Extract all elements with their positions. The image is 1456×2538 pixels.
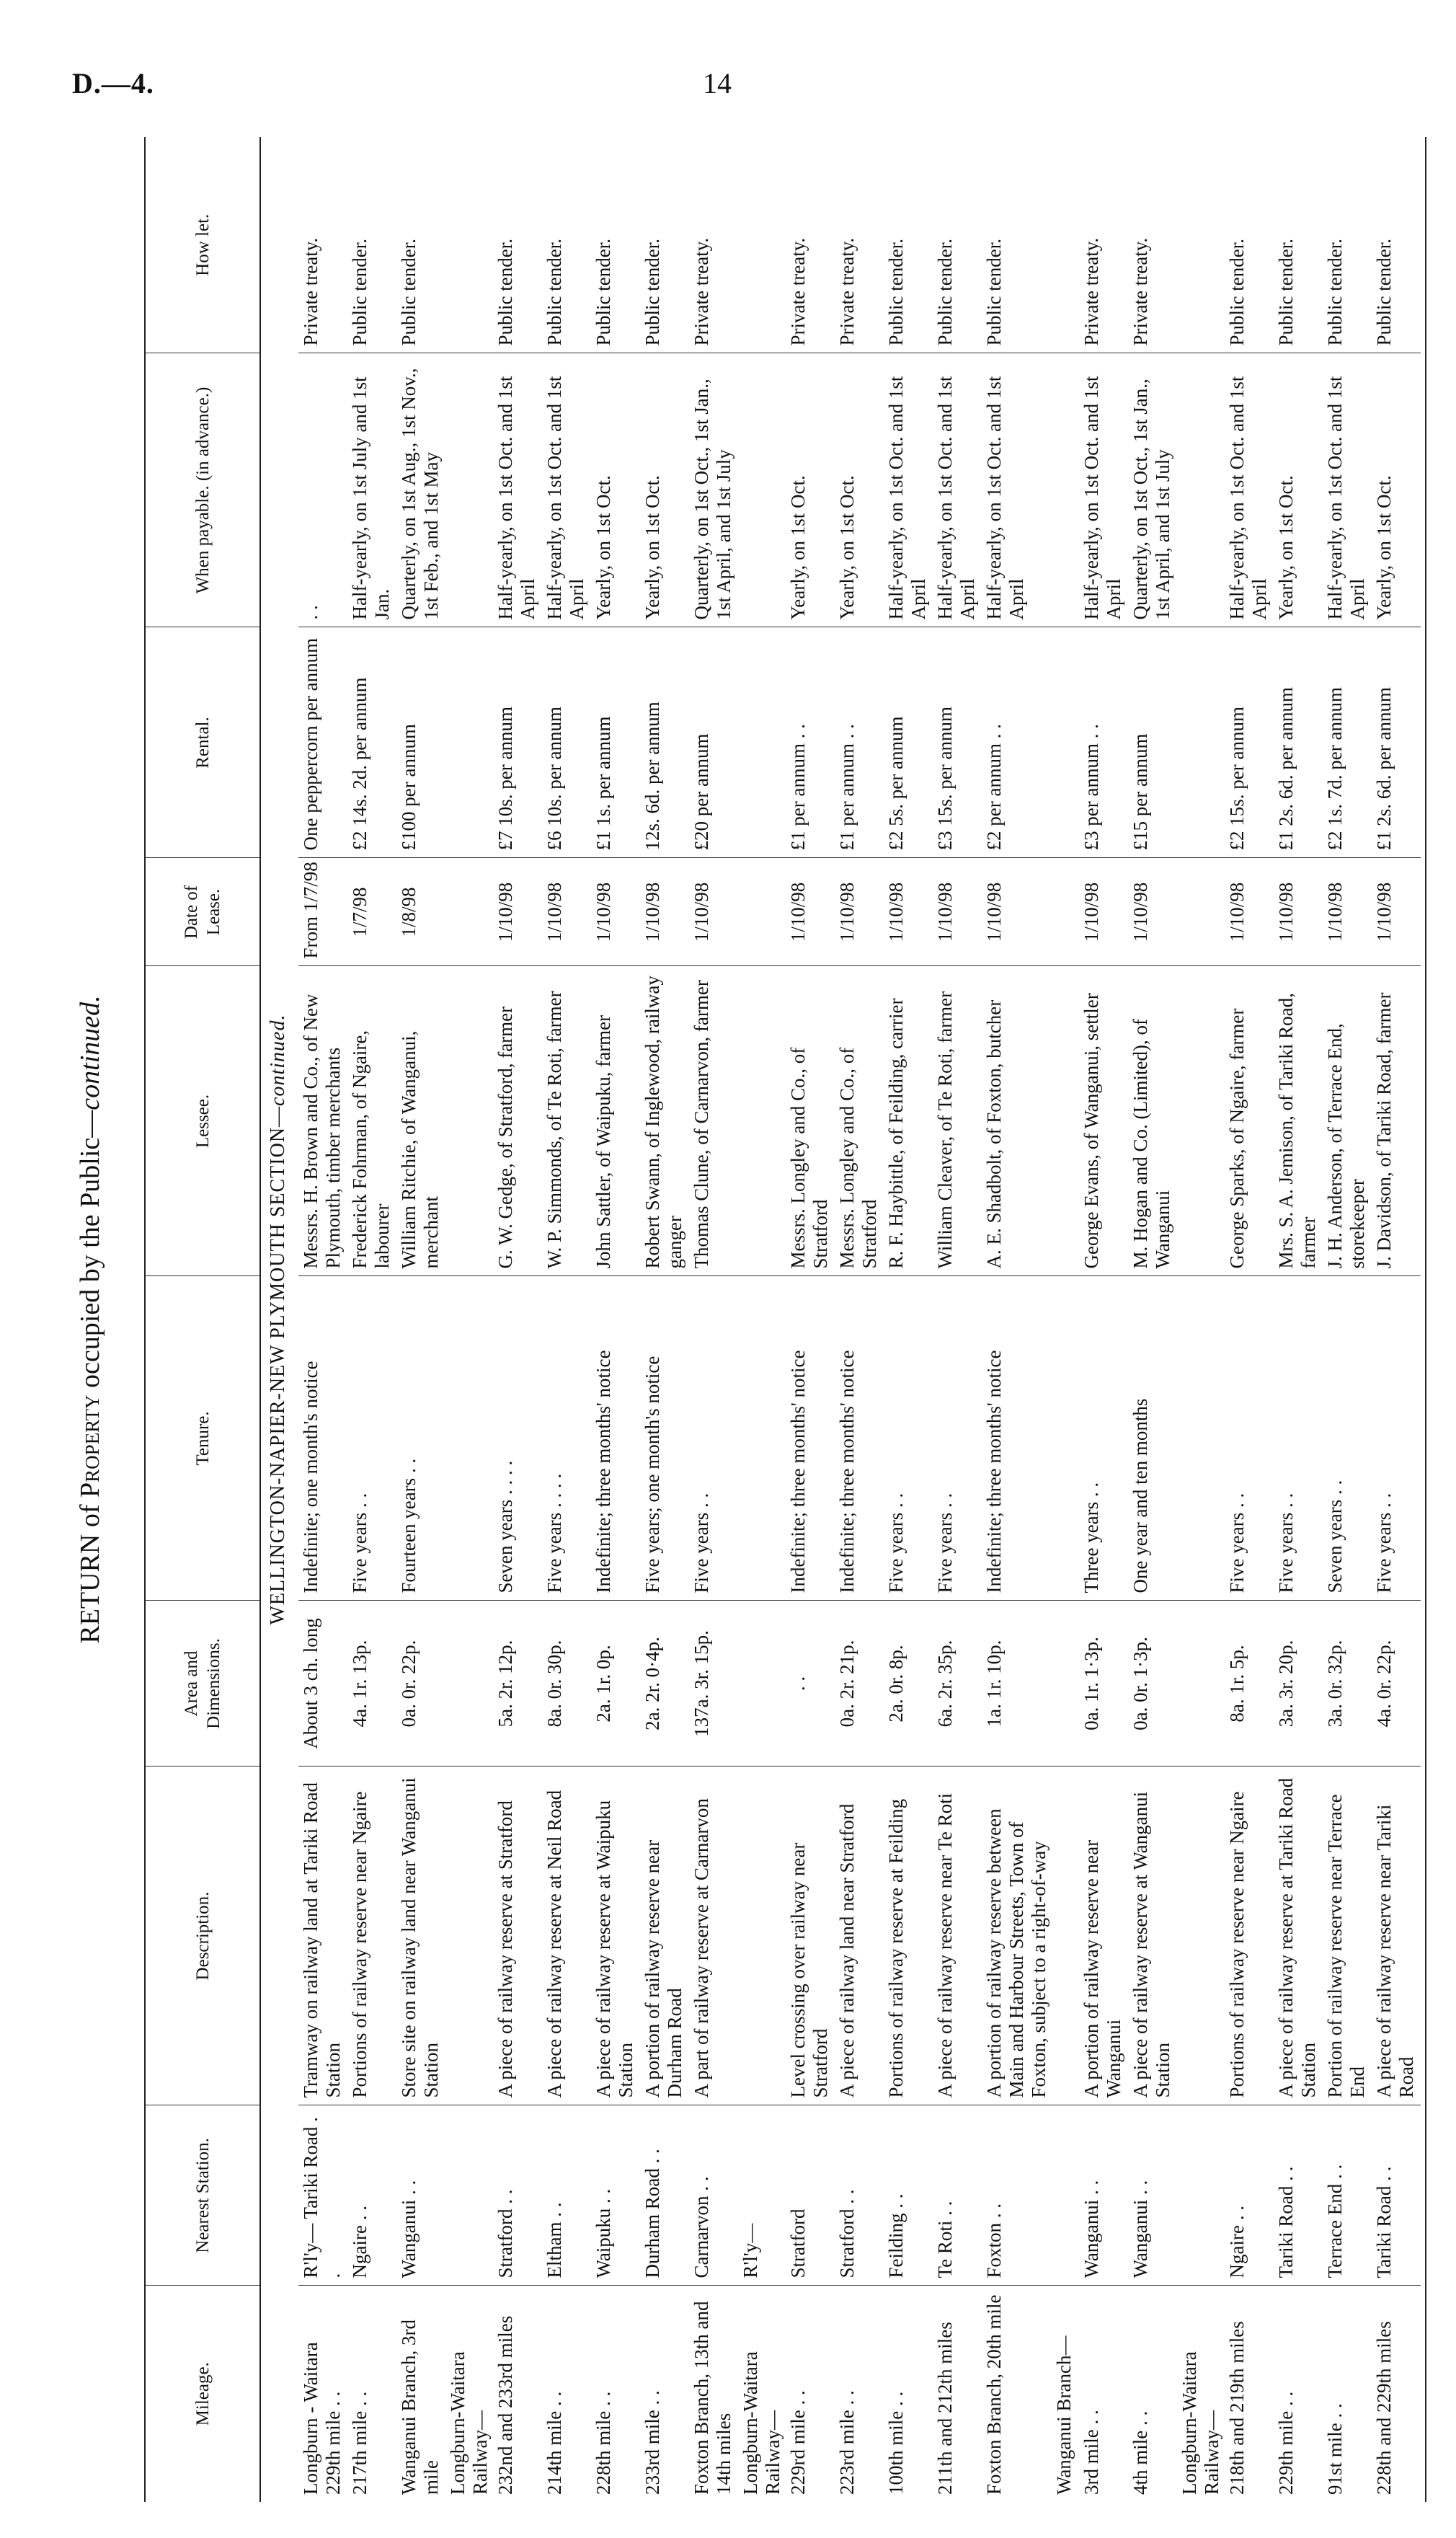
cell-tenure: Five years . .	[1225, 1276, 1274, 1601]
cell-area: 0a. 0r. 1·3p.	[1128, 1601, 1177, 1767]
cell-tenure: Three years . .	[1079, 1276, 1128, 1601]
cell-tenure: Indefinite; three months' notice	[982, 1276, 1052, 1601]
cell-how-let: Private treaty.	[1079, 137, 1128, 353]
cell-tenure: Five years . .	[1372, 1276, 1421, 1601]
cell-description: A piece of railway reserve at Wanganui Station	[1128, 1767, 1177, 2105]
subheading-row	[1052, 137, 1079, 2502]
cell-date: 1/10/98	[1323, 858, 1372, 966]
cell-payable: Half-yearly, on 1st Oct. and 1st April	[542, 353, 591, 627]
cell-station: Stratford . .	[835, 2105, 884, 2286]
cell-lessee: W. P. Simmonds, of Te Roti, farmer	[542, 966, 591, 1276]
table-row	[298, 137, 347, 2502]
cell-station: Wanganui . .	[396, 2105, 445, 2286]
cell-description: A portion of railway reserve near Durham Road	[640, 1767, 689, 2105]
table-row	[542, 137, 591, 2502]
title-continued: continued.	[75, 995, 105, 1110]
cell-mileage: 223rd mile . .	[836, 2390, 858, 2495]
cell-payable: Half-yearly, on 1st Oct. and 1st April	[1323, 353, 1372, 627]
cell-area: 2a. 2r. 0·4p.	[640, 1601, 689, 1767]
cell-rental: £20 per annum	[689, 627, 738, 858]
empty-cell	[1177, 627, 1225, 858]
cell-how-let: Public tender.	[884, 137, 933, 353]
empty-cell	[1052, 1767, 1079, 2105]
table-row	[933, 137, 982, 2502]
cell-rental: £2 15s. per annum	[1225, 627, 1274, 858]
empty-cell	[1177, 1276, 1225, 1601]
empty-cell	[445, 1276, 493, 1601]
cell-lessee: William Ritchie, of Wanganui, merchant	[396, 966, 445, 1276]
cell-payable: Half-yearly, on 1st Oct. and 1st April	[1079, 353, 1128, 627]
cell-how-let: Public tender.	[542, 137, 591, 353]
cell-area: About 3 ch. long	[298, 1601, 347, 1767]
cell-area: 6a. 2r. 35p.	[933, 1601, 982, 1767]
cell-rental: £2 5s. per annum	[884, 627, 933, 858]
cell-description: A piece of railway reserve at Neil Road	[542, 1767, 591, 2105]
cell-payable: Quarterly, on 1st Aug., 1st Nov., 1st Feb., and 1st May	[396, 353, 445, 627]
cell-mileage: 218th and 219th miles	[1226, 2321, 1248, 2495]
empty-cell	[445, 137, 493, 353]
empty-cell	[445, 2105, 493, 2286]
line-subheading: Wanganui Branch—	[1053, 2335, 1075, 2495]
empty-cell	[1052, 137, 1079, 353]
cell-rental: One peppercorn per annum	[298, 627, 347, 858]
table-row	[1323, 137, 1372, 2502]
table-row	[982, 137, 1052, 2502]
cell-description: A piece of railway reserve at Tariki Road Station	[1274, 1767, 1323, 2105]
empty-cell	[1177, 353, 1225, 627]
cell-description: A portion of railway reserve between Main and Harbour Streets, Town of Foxton, subject to a right-of-way	[982, 1767, 1052, 2105]
col-header-lessee: Lessee.	[145, 966, 260, 1276]
cell-description: Tramway on railway land at Tariki Road Station	[298, 1767, 347, 2105]
cell-mileage: 217th mile . .	[349, 2391, 370, 2495]
cell-mileage: 4th mile . .	[1129, 2410, 1151, 2495]
cell-how-let: Private treaty.	[1128, 137, 1177, 353]
col-header-rental: Rental.	[145, 627, 260, 858]
cell-how-let: Private treaty.	[786, 137, 835, 353]
line-subheading: Longburn-Waitara Railway—	[740, 2351, 784, 2495]
cell-tenure: Indefinite; three months' notice	[835, 1276, 884, 1601]
title-prefix: RETURN of	[75, 1504, 105, 1644]
table-row	[493, 137, 542, 2502]
cell-tenure: Five years . . . .	[542, 1276, 591, 1601]
cell-rental: £2 per annum . .	[982, 627, 1052, 858]
cell-rental: £1 2s. 6d. per annum	[1274, 627, 1323, 858]
cell-mileage: 228th mile . .	[592, 2391, 614, 2495]
cell-lessee: John Sattler, of Waipuku, farmer	[591, 966, 640, 1276]
cell-station: Durham Road . .	[640, 2105, 689, 2286]
empty-cell	[738, 1276, 786, 1601]
table-row	[1372, 137, 1421, 2502]
cell-area: 4a. 0r. 22p.	[1372, 1601, 1421, 1767]
cell-station: Eltham . .	[542, 2105, 591, 2286]
cell-station: Ngaire . .	[347, 2105, 396, 2286]
cell-station: Carnarvon . .	[689, 2105, 738, 2286]
table-row	[1128, 137, 1177, 2502]
cell-area: 0a. 0r. 22p.	[396, 1601, 445, 1767]
cell-date: From 1/7/98	[298, 858, 347, 966]
empty-cell	[1052, 858, 1079, 966]
empty-cell	[1177, 966, 1225, 1276]
document-reference: D.—4.	[72, 67, 154, 100]
cell-how-let: Public tender.	[1372, 137, 1421, 353]
cell-lessee: Messrs. Longley and Co., of Stratford	[835, 966, 884, 1276]
empty-cell	[445, 966, 493, 1276]
table-row	[1079, 137, 1128, 2502]
cell-area: . .	[786, 1601, 835, 1767]
cell-tenure: One year and ten months	[1128, 1276, 1177, 1601]
cell-payable: Yearly, on 1st Oct.	[1372, 353, 1421, 627]
cell-tenure: Indefinite; three months' notice	[591, 1276, 640, 1601]
cell-station: Ngaire . .	[1225, 2105, 1274, 2286]
empty-cell	[1052, 353, 1079, 627]
cell-mileage: 229th mile . .	[1275, 2391, 1297, 2495]
title-rest: occupied by the Public—	[75, 1110, 105, 1388]
cell-station: Tariki Road . .	[1274, 2105, 1323, 2286]
table-row	[640, 137, 689, 2502]
station-subheading: R'l'y—	[738, 2105, 786, 2286]
empty-cell	[1052, 2105, 1079, 2286]
cell-lessee: G. W. Gedge, of Stratford, farmer	[493, 966, 542, 1276]
cell-lessee: Messrs. Longley and Co., of Stratford	[786, 966, 835, 1276]
cell-description: A part of railway reserve at Carnarvon	[689, 1767, 738, 2105]
cell-rental: £1 per annum . .	[786, 627, 835, 858]
cell-payable: Half-yearly, on 1st July and 1st Jan.	[347, 353, 396, 627]
empty-cell	[738, 137, 786, 353]
cell-mileage: Longburn - Waitara 229th mile . .	[300, 2342, 344, 2495]
cell-date: 1/10/98	[1274, 858, 1323, 966]
cell-rental: £3 15s. per annum	[933, 627, 982, 858]
title-property-word: Property	[75, 1394, 105, 1498]
section-continued: continued.	[267, 1014, 289, 1106]
table-row	[1225, 137, 1274, 2502]
cell-area: 137a. 3r. 15p.	[689, 1601, 738, 1767]
cell-description: Portions of railway reserve at Feilding	[884, 1767, 933, 2105]
empty-cell	[738, 353, 786, 627]
cell-lessee: J. Davidson, of Tariki Road, farmer	[1372, 966, 1421, 1276]
cell-station: Waipuku . .	[591, 2105, 640, 2286]
property-return-table	[144, 137, 1421, 2502]
cell-station: Feilding . .	[884, 2105, 933, 2286]
cell-tenure: Indefinite; one month's notice	[298, 1276, 347, 1601]
cell-date: 1/10/98	[1372, 858, 1421, 966]
cell-station: Tariki Road . .	[1372, 2105, 1421, 2286]
cell-mileage: 233rd mile . .	[642, 2390, 663, 2495]
table-row	[835, 137, 884, 2502]
cell-lessee: A. E. Shadbolt, of Foxton, butcher	[982, 966, 1052, 1276]
cell-rental: £15 per annum	[1128, 627, 1177, 858]
cell-payable: Yearly, on 1st Oct.	[1274, 353, 1323, 627]
subheading-row	[738, 137, 786, 2502]
cell-date: 1/8/98	[396, 858, 445, 966]
cell-payable: Yearly, on 1st Oct.	[640, 353, 689, 627]
cell-date: 1/10/98	[542, 858, 591, 966]
cell-area: 1a. 1r. 10p.	[982, 1601, 1052, 1767]
cell-date: 1/10/98	[835, 858, 884, 966]
col-header-how-let: How let.	[145, 137, 260, 353]
cell-date: 1/10/98	[591, 858, 640, 966]
cell-payable: Half-yearly, on 1st Oct. and 1st April	[982, 353, 1052, 627]
cell-rental: £100 per annum	[396, 627, 445, 858]
cell-how-let: Public tender.	[591, 137, 640, 353]
cell-date: 1/10/98	[982, 858, 1052, 966]
table-header-row	[145, 137, 260, 2502]
cell-description: A piece of railway reserve at Waipuku Station	[591, 1767, 640, 2105]
col-header-station: Nearest Station.	[145, 2105, 260, 2286]
cell-lessee: Thomas Clune, of Carnarvon, farmer	[689, 966, 738, 1276]
cell-how-let: Private treaty.	[835, 137, 884, 353]
empty-cell	[1177, 858, 1225, 966]
empty-cell	[1052, 1601, 1079, 1767]
empty-cell	[1177, 1601, 1225, 1767]
page-title	[65, 137, 115, 2502]
cell-mileage: 100th mile . .	[885, 2391, 907, 2495]
col-header-description: Description.	[145, 1767, 260, 2105]
cell-description: A piece of railway reserve near Te Roti	[933, 1767, 982, 2105]
cell-mileage: Foxton Branch, 13th and 14th miles	[691, 2301, 734, 2495]
table-row	[591, 137, 640, 2502]
subheading-row	[1177, 137, 1225, 2502]
col-header-mileage: Mileage.	[145, 2286, 260, 2502]
cell-date: 1/7/98	[347, 858, 396, 966]
cell-how-let: Public tender.	[982, 137, 1052, 353]
cell-lessee: M. Hogan and Co. (Limited), of Wanganui	[1128, 966, 1177, 1276]
cell-area: 8a. 0r. 30p.	[542, 1601, 591, 1767]
cell-date: 1/10/98	[884, 858, 933, 966]
cell-description: Store site on railway land near Wanganui Station	[396, 1767, 445, 2105]
cell-payable: Half-yearly, on 1st Oct. and 1st April	[884, 353, 933, 627]
cell-tenure: Fourteen years . .	[396, 1276, 445, 1601]
cell-lessee: William Cleaver, of Te Roti, farmer	[933, 966, 982, 1276]
empty-cell	[1052, 1276, 1079, 1601]
cell-rental: £2 1s. 7d. per annum	[1323, 627, 1372, 858]
cell-payable: Quarterly, on 1st Oct., 1st Jan., 1st April, and 1st July	[689, 353, 738, 627]
cell-how-let: Public tender.	[493, 137, 542, 353]
cell-payable: Half-yearly, on 1st Oct. and 1st April	[1225, 353, 1274, 627]
cell-station: Terrace End . .	[1323, 2105, 1372, 2286]
cell-description: A portion of railway reserve near Wanganui	[1079, 1767, 1128, 2105]
cell-area: 2a. 0r. 8p.	[884, 1601, 933, 1767]
cell-tenure: Seven years . .	[1323, 1276, 1372, 1601]
empty-cell	[738, 858, 786, 966]
col-header-area: Area and Dimensions.	[145, 1601, 260, 1767]
cell-mileage: 91st mile . .	[1324, 2403, 1346, 2495]
cell-area: 4a. 1r. 13p.	[347, 1601, 396, 1767]
cell-area: 0a. 2r. 21p.	[835, 1601, 884, 1767]
cell-station: Te Roti . .	[933, 2105, 982, 2286]
cell-mileage: Wanganui Branch, 3rd mile	[398, 2320, 442, 2495]
cell-how-let: Private treaty.	[689, 137, 738, 353]
table-row	[786, 137, 835, 2502]
cell-tenure: Five years; one month's notice	[640, 1276, 689, 1601]
cell-how-let: Public tender.	[1274, 137, 1323, 353]
cell-date: 1/10/98	[1225, 858, 1274, 966]
empty-cell	[1052, 966, 1079, 1276]
line-subheading: Longburn-Waitara Railway—	[1178, 2351, 1222, 2495]
empty-cell	[445, 1601, 493, 1767]
empty-cell	[445, 627, 493, 858]
cell-payable: Half-yearly, on 1st Oct. and 1st April	[933, 353, 982, 627]
cell-station: Wanganui . .	[1128, 2105, 1177, 2286]
cell-tenure: Indefinite; three months' notice	[786, 1276, 835, 1601]
cell-station: Foxton . .	[982, 2105, 1052, 2286]
cell-lessee: George Sparks, of Ngaire, farmer	[1225, 966, 1274, 1276]
cell-station: Wanganui . .	[1079, 2105, 1128, 2286]
empty-cell	[738, 1767, 786, 2105]
col-header-tenure: Tenure.	[145, 1276, 260, 1601]
cell-mileage: 3rd mile . .	[1080, 2410, 1102, 2495]
cell-tenure: Five years . .	[347, 1276, 396, 1601]
cell-lessee: George Evans, of Wanganui, settler	[1079, 966, 1128, 1276]
cell-rental: £1 1s. per annum	[591, 627, 640, 858]
cell-how-let: Private treaty.	[298, 137, 347, 353]
cell-tenure: Five years . .	[933, 1276, 982, 1601]
subheading-row	[445, 137, 493, 2502]
cell-lessee: J. H. Anderson, of Terrace End, storekeeper	[1323, 966, 1372, 1276]
empty-cell	[445, 858, 493, 966]
empty-cell	[1052, 627, 1079, 858]
line-subheading: Longburn-Waitara Railway—	[447, 2351, 491, 2495]
page-number: 14	[703, 67, 732, 100]
cell-how-let: Public tender.	[1323, 137, 1372, 353]
cell-payable: Half-yearly, on 1st Oct. and 1st April	[493, 353, 542, 627]
cell-how-let: Public tender.	[933, 137, 982, 353]
cell-date: 1/10/98	[689, 858, 738, 966]
empty-cell	[1177, 1767, 1225, 2105]
cell-station: R'l'y— Tariki Road . .	[298, 2105, 347, 2286]
cell-date: 1/10/98	[786, 858, 835, 966]
table-row	[689, 137, 738, 2502]
cell-description: A piece of railway reserve near Tariki Road	[1372, 1767, 1421, 2105]
section-name: WELLINGTON-NAPIER-NEW PLYMOUTH SECTION—	[267, 1105, 289, 1625]
cell-description: Level crossing over railway near Stratford	[786, 1767, 835, 2105]
table-bottom-rule	[1425, 137, 1426, 2502]
cell-lessee: R. F. Haybittle, of Feilding, carrier	[884, 966, 933, 1276]
cell-rental: £1 per annum . .	[835, 627, 884, 858]
cell-area: 0a. 1r. 1·3p.	[1079, 1601, 1128, 1767]
rotated-page-body	[65, 137, 1417, 2502]
cell-mileage: 229rd mile . .	[787, 2390, 809, 2495]
cell-payable: Yearly, on 1st Oct.	[835, 353, 884, 627]
col-header-payable: When payable. (in advance.)	[145, 353, 260, 627]
cell-area: 2a. 1r. 0p.	[591, 1601, 640, 1767]
cell-rental: £2 14s. 2d. per annum	[347, 627, 396, 858]
cell-tenure: Five years . .	[884, 1276, 933, 1601]
cell-rental: £1 2s. 6d. per annum	[1372, 627, 1421, 858]
cell-tenure: Seven years . . . .	[493, 1276, 542, 1601]
cell-date: 1/10/98	[1128, 858, 1177, 966]
cell-mileage: 214th mile . .	[543, 2391, 565, 2495]
cell-date: 1/10/98	[1079, 858, 1128, 966]
cell-how-let: Public tender.	[640, 137, 689, 353]
cell-area: 3a. 0r. 32p.	[1323, 1601, 1372, 1767]
empty-cell	[1177, 2105, 1225, 2286]
cell-payable: Quarterly, on 1st Oct., 1st Jan., 1st April, and 1st July	[1128, 353, 1177, 627]
cell-date: 1/10/98	[493, 858, 542, 966]
cell-area: 8a. 1r. 5p.	[1225, 1601, 1274, 1767]
table-row	[347, 137, 396, 2502]
empty-cell	[738, 627, 786, 858]
cell-rental: 12s. 6d. per annum	[640, 627, 689, 858]
cell-description: Portions of railway reserve near Ngaire	[1225, 1767, 1274, 2105]
table-row	[884, 137, 933, 2502]
cell-area: 3a. 3r. 20p.	[1274, 1601, 1323, 1767]
empty-cell	[1177, 137, 1225, 353]
cell-lessee: Mrs. S. A. Jemison, of Tariki Road, farmer	[1274, 966, 1323, 1276]
cell-lessee: Messrs. H. Brown and Co., of New Plymouth, timber merchants	[298, 966, 347, 1276]
cell-station: Stratford . .	[493, 2105, 542, 2286]
empty-cell	[738, 1601, 786, 1767]
cell-mileage: 228th and 229th miles	[1373, 2321, 1395, 2495]
section-heading	[260, 137, 298, 2502]
cell-mileage: Foxton Branch, 20th mile	[983, 2294, 1005, 2495]
cell-tenure: Five years . .	[1274, 1276, 1323, 1601]
cell-how-let: Public tender.	[396, 137, 445, 353]
table-row	[396, 137, 445, 2502]
cell-station: Stratford	[786, 2105, 835, 2286]
cell-rental: £7 10s. per annum	[493, 627, 542, 858]
section-heading-row	[260, 137, 298, 2502]
cell-how-let: Public tender.	[347, 137, 396, 353]
empty-cell	[445, 353, 493, 627]
table-row	[1274, 137, 1323, 2502]
cell-rental: £3 per annum . .	[1079, 627, 1128, 858]
col-header-date: Date of Lease.	[145, 858, 260, 966]
cell-description: Portion of railway reserve near Terrace End	[1323, 1767, 1372, 2105]
cell-description: Portions of railway reserve near Ngaire	[347, 1767, 396, 2105]
cell-payable: Yearly, on 1st Oct.	[786, 353, 835, 627]
cell-lessee: Frederick Fohrman, of Ngaire, labourer	[347, 966, 396, 1276]
cell-description: A piece of railway reserve at Stratford	[493, 1767, 542, 2105]
cell-area: 5a. 2r. 12p.	[493, 1601, 542, 1767]
cell-payable: Yearly, on 1st Oct.	[591, 353, 640, 627]
cell-rental: £6 10s. per annum	[542, 627, 591, 858]
cell-date: 1/10/98	[933, 858, 982, 966]
cell-date: 1/10/98	[640, 858, 689, 966]
cell-mileage: 232nd and 233rd miles	[494, 2315, 516, 2495]
cell-lessee: Robert Swann, of Inglewood, railway ganger	[640, 966, 689, 1276]
cell-description: A piece of railway land near Stratford	[835, 1767, 884, 2105]
empty-cell	[738, 966, 786, 1276]
cell-mileage: 211th and 212th miles	[934, 2322, 956, 2495]
empty-cell	[445, 1767, 493, 2105]
cell-how-let: Public tender.	[1225, 137, 1274, 353]
cell-payable: . .	[298, 353, 347, 627]
cell-tenure: Five years . .	[689, 1276, 738, 1601]
